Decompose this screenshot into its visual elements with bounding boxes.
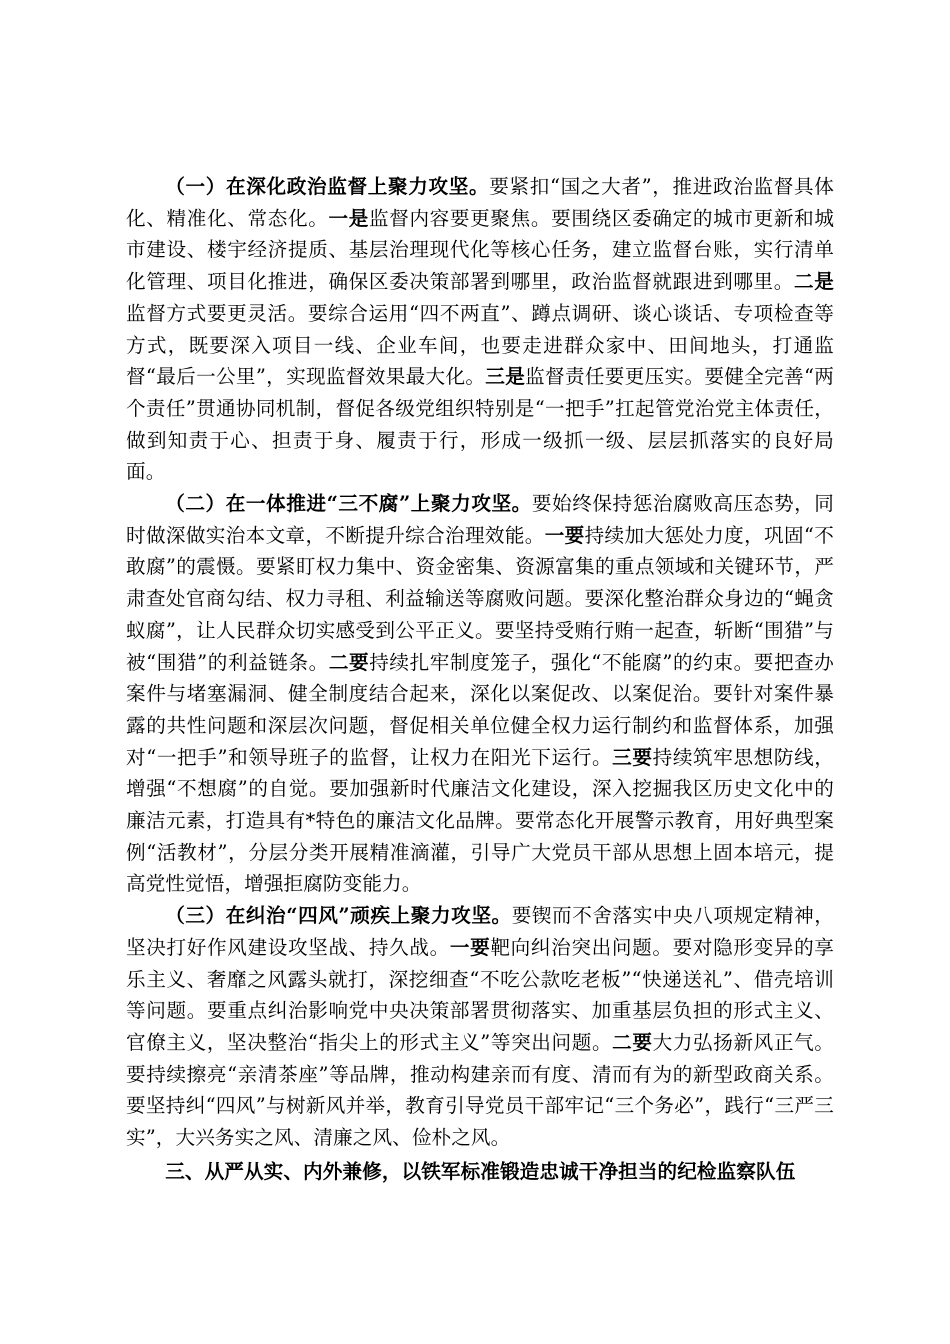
key-phrase: 三是 bbox=[485, 365, 526, 389]
key-phrase: 二是 bbox=[794, 270, 834, 294]
key-phrase: 一是 bbox=[328, 206, 369, 230]
section-title-2: （二）在一体推进“三不腐”上聚力攻坚。 bbox=[165, 492, 532, 516]
section-title-3: （三）在纠治“四风”顽疾上聚力攻坚。 bbox=[165, 904, 512, 928]
body-text: 监督方式要更灵活。要综合运用“四不两直”、蹲点调研、谈心谈话、专项检查等方式，既要深入项目一线、企业车间，也要走进群众家中、田间地头，打通监督“最后一公里”，实现监督效果最大化。 bbox=[126, 301, 834, 389]
document-page bbox=[126, 171, 834, 1188]
key-phrase: 二要 bbox=[612, 1030, 653, 1054]
paragraph-four-winds bbox=[126, 900, 834, 1154]
paragraph-political-supervision bbox=[126, 171, 834, 488]
body-text: 持续扎牢制度笼子，强化“不能腐”的约束。要把查办案件与堵塞漏洞、健全制度结合起来，深化以案促改、以案促治。要针对案件暴露的共性问题和深层次问题，督促相关单位健全权力运行制约和监督体系，加强对“一把手”和领导班子的监督，让权力在阳光下运行。 bbox=[126, 650, 835, 769]
body-text: 要始终保持惩治腐败高压态势，同时做深做实治本文章，不断提升综合治理效能。 bbox=[126, 492, 834, 547]
key-phrase: 三要 bbox=[612, 745, 653, 769]
body-text: 要锲而不舍落实中央八项规定精神，坚决打好作风建设攻坚战、持久战。 bbox=[126, 904, 834, 959]
body-text: 靶向纠治突出问题。要对隐形变异的享乐主义、奢靡之风露头就打，深挖细查“不吃公款吃老板”“快递送礼”、借壳培训等问题。要重点纠治影响党中央决策部署贯彻落实、加重基层负担的形式主义、官僚主义，坚决整治“指尖上的形式主义”等突出问题。 bbox=[126, 935, 835, 1054]
key-phrase: 一要 bbox=[544, 523, 585, 547]
body-text: 监督内容要更聚焦。要围绕区委确定的城市更新和城市建设、楼宇经济提质、基层治理现代化等核心任务，建立监督台账，实行清单化管理、项目化推进，确保区委决策部署到哪里，政治监督就跟进到哪里。 bbox=[126, 206, 835, 294]
body-text: 大力弘扬新风正气。要持续擦亮“亲清茶座”等品牌，推动构建亲而有度、清而有为的新型政商关系。要坚持纠“四风”与树新风并举，教育引导党员干部牢记“三个务必”，践行“三严三实”，大兴务实之风、清廉之风、俭朴之风。 bbox=[126, 1030, 835, 1150]
body-text: 监督责任要更压实。要健全完善“两个责任”贯通协同机制，督促各级党组织特别是“一把手”扛起管党治党主体责任，做到知责于心、担责于身、履责于行，形成一级抓一级、层层抓落实的良好局面。 bbox=[126, 365, 835, 484]
section-heading-three: 三、从严从实、内外兼修，以铁军标准锻造忠诚干净担当的纪检监察队伍 bbox=[165, 1159, 796, 1183]
paragraph-three-no-corruption bbox=[126, 488, 834, 900]
section-title-1: （一）在深化政治监督上聚力攻坚。 bbox=[165, 175, 490, 198]
body-text: 持续加大惩处力度，巩固“不敢腐”的震慑。要紧盯权力集中、资金密集、资源富集的重点领域和关键环节，严肃查处官商勾结、权力寻租、利益输送等腐败问题。要深化整治群众身边的“蝇贪蚁腐”，让人民群众切实感受到公平正义。要坚持受贿行贿一起查，斩断“围猎”与被“围猎”的利益链条。 bbox=[126, 523, 834, 674]
body-text: 持续筑牢思想防线，增强“不想腐”的自觉。要加强新时代廉洁文化建设，深入挖掘我区历史文化中的廉洁元素，打造具有*特色的廉洁文化品牌。要常态化开展警示教育，用好典型案例“活教材”，分层分类开展精准滴灌，引导广大党员干部从思想上固本培元，提高党性觉悟，增强拒腐防变能力。 bbox=[126, 745, 835, 896]
body-text: 要紧扣“国之大者”，推进政治监督具体化、精准化、常态化。 bbox=[126, 175, 834, 230]
key-phrase: 二要 bbox=[328, 650, 370, 674]
key-phrase: 一要 bbox=[449, 935, 491, 959]
